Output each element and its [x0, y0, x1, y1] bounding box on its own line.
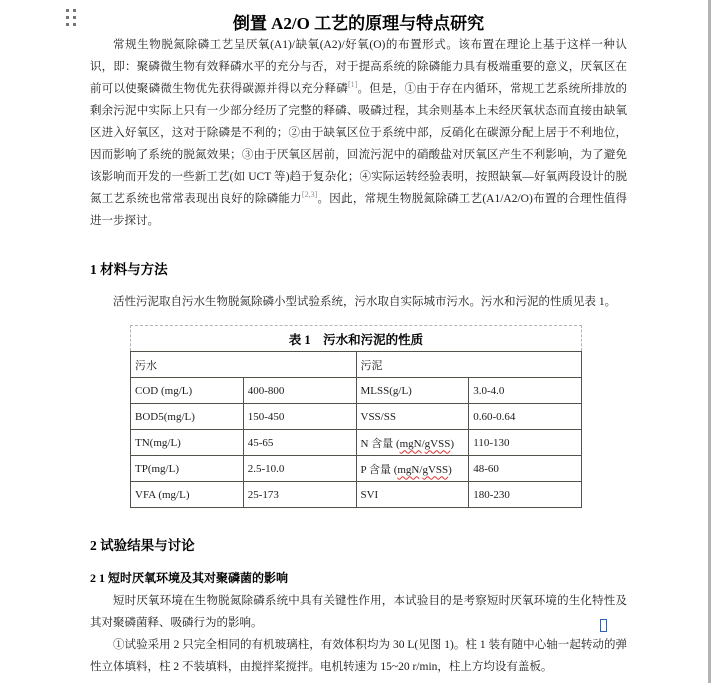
table-header-wastewater[interactable]: 污水: [131, 352, 357, 378]
table-cell-value[interactable]: 400-800: [243, 378, 356, 404]
table-row: [131, 404, 582, 430]
window-edge-divider: [708, 0, 711, 683]
cell-text: ): [448, 463, 452, 476]
spellcheck-flagged-text: mgN: [397, 463, 420, 476]
table-1: [130, 351, 582, 508]
table-cell-param[interactable]: TP(mg/L): [131, 456, 244, 482]
table-row-group-header: [131, 352, 582, 378]
cell-text: /: [421, 437, 425, 450]
table-cell-param[interactable]: SVI: [356, 482, 469, 508]
table-row: [131, 456, 582, 482]
citation-1: [1]: [347, 80, 358, 90]
drag-handle-dot: [73, 16, 76, 19]
table-cell-value[interactable]: 3.0-4.0: [469, 378, 582, 404]
table-cell-value[interactable]: 25-173: [243, 482, 356, 508]
drag-handle-icon[interactable]: [66, 9, 79, 28]
table-header-sludge[interactable]: 污泥: [356, 352, 582, 378]
drag-handle-dot: [66, 23, 69, 26]
drag-handle-dot: [66, 16, 69, 19]
table-cell-param[interactable]: MLSS(g/L): [356, 378, 469, 404]
cell-text: P 含量 (: [360, 463, 398, 476]
text-cursor: [600, 619, 607, 632]
cell-text: /: [419, 463, 423, 476]
paragraph-results-2[interactable]: ①试验采用 2 只完全相同的有机玻璃柱，有效体积均为 30 L(见图 1)。柱 1 装有随中心轴一起转动的弹性立体填料，柱 2 不装填料，由搅拌桨搅拌。电机转速为 15~20 r/min，柱上方均设有盖板。: [90, 639, 627, 673]
table-row: [131, 430, 582, 456]
document-body: [90, 0, 627, 678]
table-cell-param[interactable]: VFA (mg/L): [131, 482, 244, 508]
table-cell-value[interactable]: 150-450: [243, 404, 356, 430]
table-cell-param[interactable]: [356, 430, 469, 456]
table-cell-value[interactable]: 2.5-10.0: [243, 456, 356, 482]
document-title[interactable]: 倒置 A2/O 工艺的原理与特点研究: [232, 14, 485, 33]
table-cell-param[interactable]: VSS/SS: [356, 404, 469, 430]
drag-handle-dot: [66, 9, 69, 12]
subsection-heading-anaerobic[interactable]: 2 1 短时厌氧环境及其对聚磷菌的影响: [90, 571, 289, 585]
spellcheck-flagged-text: mgN: [399, 437, 422, 450]
section-heading-materials-methods[interactable]: 1 材料与方法: [90, 262, 168, 277]
table-cell-param[interactable]: [356, 456, 469, 482]
intro-text-1: 常规生物脱氮除磷工艺呈厌氧(A1)/缺氧(A2)/好氧(O)的布置形式。该布置在理论上基于这样一种认识，即：聚磷微生物有效释磷水平的充分与否，对于提高系统的除磷能力具有极端重要的意义，厌氧区在前可以使聚磷微生物优先获得碳源并得以充分释磷: [90, 39, 627, 95]
table-cell-value[interactable]: 0.60-0.64: [469, 404, 582, 430]
table-1-caption[interactable]: 表 1 污水和污泥的性质: [130, 325, 582, 351]
paragraph-methods[interactable]: 活性污泥取自污水生物脱氮除磷小型试验系统，污水取自实际城市污水。污水和污泥的性质见表 1。: [113, 296, 617, 308]
table-cell-value[interactable]: 180-230: [469, 482, 582, 508]
spellcheck-flagged-text: gVSS: [424, 437, 451, 450]
paragraph-intro[interactable]: [90, 34, 627, 232]
intro-text-2: 。但是，①由于存在内循环，常规工艺系统所排放的剩余污泥中实际上只有一少部分经历了完整的释磷、吸磷过程，其余则基本上未经厌氧状态而直接由缺氧区进入好氧区，这对于除磷是不利的；②由于缺氧区位于系统中部，反硝化在碳源分配上居于不利地位，因而影响了系统的脱氮效果；③由于厌氧区居前，回流污泥中的硝酸盐对厌氧区产生不利影响，为了避免该影响而开发的一些新工艺(如 UCT 等)趋于复杂化；④实际运转经验表明，按照缺氧—好氧两段设计的脱氮工艺系统也常常表现出良好的除磷能力: [90, 83, 628, 205]
intro-text-3: 。因此，常规生物脱氮除磷工艺(A1/A2/O)布置的合理性值得进一步探讨。: [90, 193, 627, 227]
section-heading-results-discussion[interactable]: 2 试验结果与讨论: [90, 538, 195, 553]
table-cell-param[interactable]: COD (mg/L): [131, 378, 244, 404]
table-row: [131, 378, 582, 404]
spellcheck-flagged-text: gVSS: [422, 463, 449, 476]
table-cell-value[interactable]: 45-65: [243, 430, 356, 456]
table-1-block: [130, 325, 582, 508]
cell-text: ): [450, 437, 455, 450]
paragraph-results-1[interactable]: 短时厌氧环境在生物脱氮除磷系统中具有关键性作用，本试验目的是考察短时厌氧环境的生化特性及其对聚磷菌释、吸磷行为的影响。: [90, 595, 627, 629]
drag-handle-dot: [73, 23, 76, 26]
table-cell-param[interactable]: BOD5(mg/L): [131, 404, 244, 430]
table-row: [131, 482, 582, 508]
table-cell-value[interactable]: 110-130: [469, 430, 582, 456]
citation-2: [2,3]: [301, 190, 318, 200]
table-cell-param[interactable]: TN(mg/L): [131, 430, 244, 456]
drag-handle-dot: [73, 9, 76, 12]
cell-text: N 含量 (: [360, 437, 400, 450]
table-cell-value[interactable]: 48-60: [469, 456, 582, 482]
